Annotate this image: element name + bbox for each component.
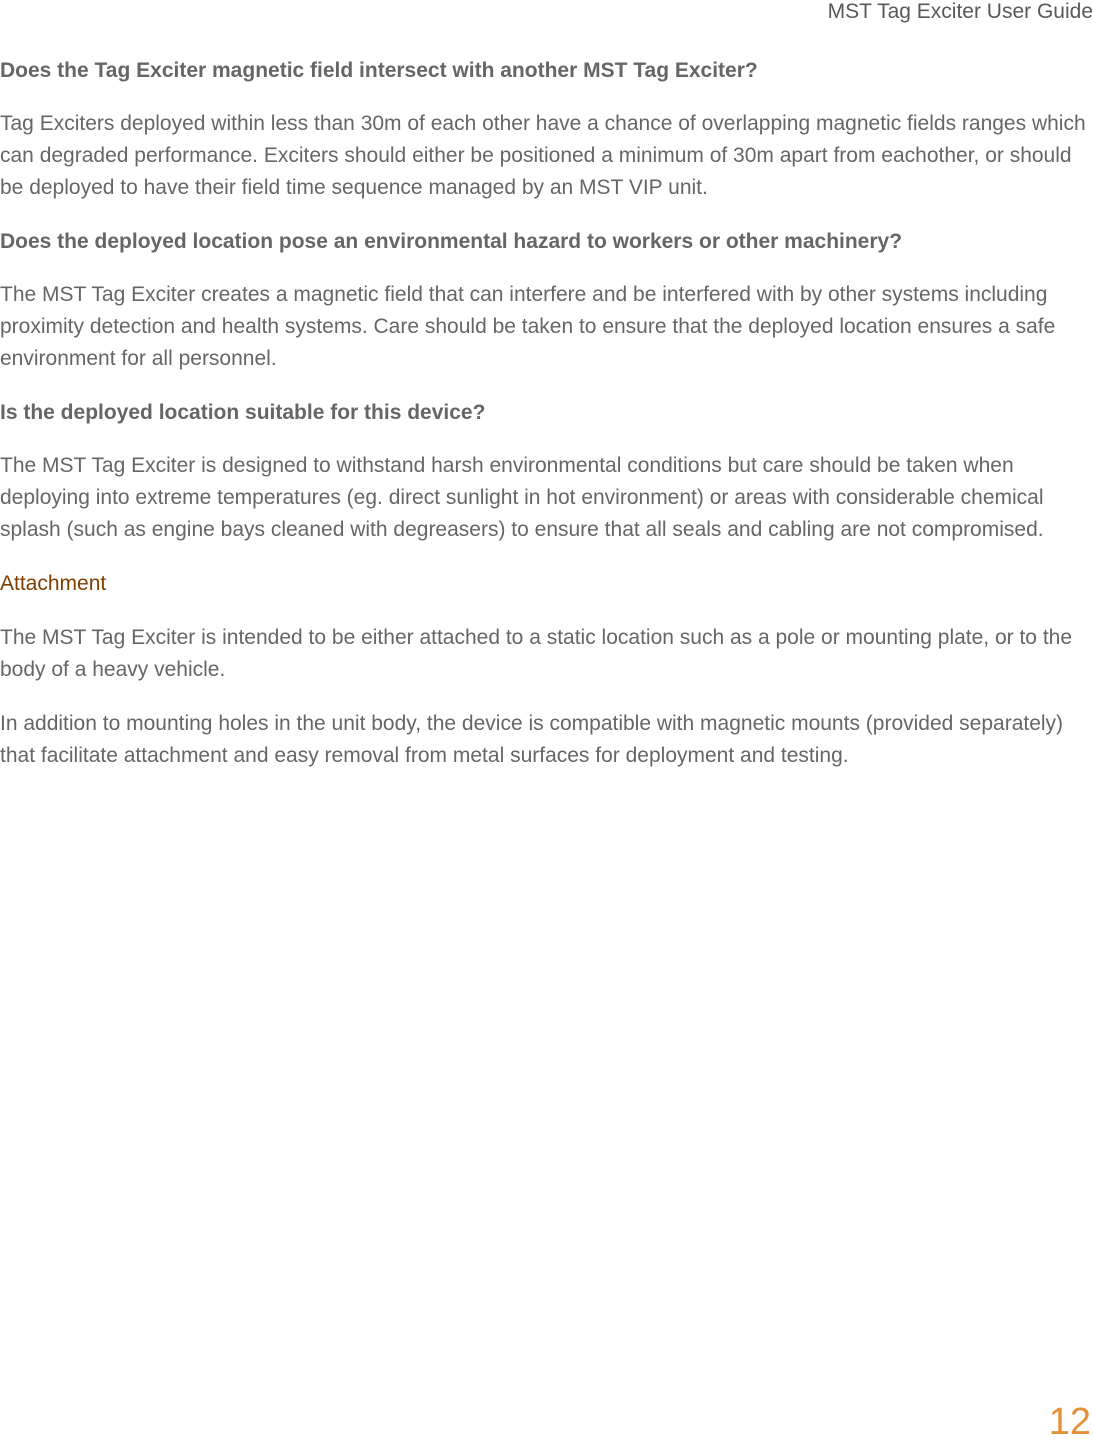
faq-question-location-suitability: Is the deployed location suitable for this device?	[0, 401, 486, 424]
attachment-paragraph-2: In addition to mounting holes in the unit body, the device is compatible with magnetic mounts (provided separately) that facilitate attachment and easy removal from metal surfaces for deployment and testing.	[0, 712, 1064, 767]
attachment-heading: Attachment	[0, 572, 107, 595]
faq-answer-location-suitability: The MST Tag Exciter is designed to withstand harsh environmental conditions but care should be taken when deploying into extreme temperatures (eg. direct sunlight in hot environment) or areas with considerable chemical splash (such as engine bays cleaned with degreasers) to ensure that all seals and cabling are not compromised.	[0, 454, 1044, 541]
faq-question-environmental-hazard: Does the deployed location pose an environmental hazard to workers or other machinery?	[0, 230, 903, 253]
running-header: MST Tag Exciter User Guide	[827, 0, 1093, 23]
attachment-paragraph-1: The MST Tag Exciter is intended to be either attached to a static location such as a pole or mounting plate, or to the body of a heavy vehicle.	[0, 626, 1073, 681]
faq-answer-field-overlap: Tag Exciters deployed within less than 30m of each other have a chance of overlapping magnetic fields ranges which can degraded performance. Exciters should either be positioned a minimum of 30m apart from eachother, or should be deployed to have their field time sequence managed by an MST VIP unit.	[0, 112, 1086, 199]
faq-answer-environmental-hazard: The MST Tag Exciter creates a magnetic field that can interfere and be interfered with by other systems including proximity detection and health systems. Care should be taken to ensure that the deployed location ensures a safe environment for all personnel.	[0, 283, 1056, 370]
faq-question-field-overlap: Does the Tag Exciter magnetic field intersect with another MST Tag Exciter?	[0, 59, 758, 82]
page-content	[0, 55, 1093, 794]
page-number: 12	[1048, 1401, 1091, 1443]
